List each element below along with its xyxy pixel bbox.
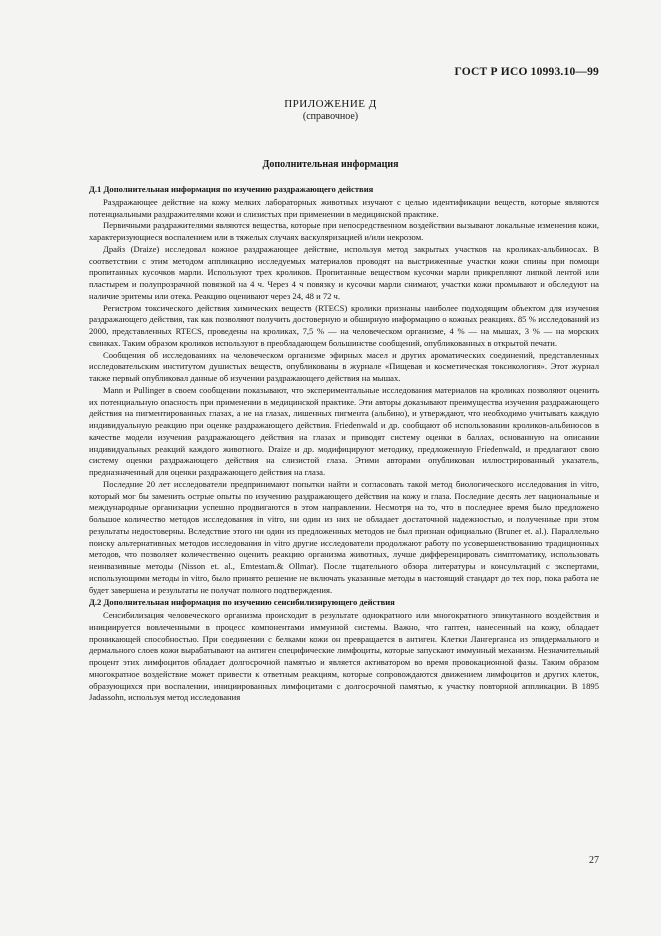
paragraph: Сенсибилизация человеческого организма происходит в результате однократного или многократного эпикутанного воздействия и инициируется вовлеченными в процесс компонентами иммунной системы. Важно, что гаптен, нанесенный на кожу, обладает проникающей способностью. При соединении с белками кожи он превращается в антиген. Клетки Лангерганса из эпидермального и дермального слоев кожи вырабатывают на антиген специфические лимфоциты, которые запускают иммунный механизм. Незначительный процент этих лимфоцитов обладает долгосрочной памятью и является активатором во время провокационной фазы. Таким образом многократное воздействие может привести к ответным реакциям, которые сопровождаются движением лимфоцитов и других клеток, образующихся при воспалении, инициированных лимфоцитами с долгосрочной памятью, к участку повторной аппликации. В 1895 Jadassohn, используя метод исследования <box>89 610 599 703</box>
paragraph: Последние 20 лет исследователи предпринимают попытки найти и согласовать такой метод биологического исследования in vitro, который мог бы заменить острые опыты по изучению раздражающего действия на кожу и глаза. Последние десять лет национальные и международные организации успешно продвигаются в этом направлении. Несмотря на то, что в последнее время было предложено большое количество методов исследования in vitro, ни один из них не обладает достаточной надежностью, и полученные при этом результаты недостоверны. Вследствие этого ни один из предложенных методов не был признан официально (Bruner et. al.). Параллельно поиску альтернативных методов исследования in vitro другие исследователи продолжают работу по усовершенствованию традиционных методов, что позволяет количественно оценить реакцию организма животных, лучше дифференцировать симптоматику, использовать неинвазивные методы (Nisson et. al., Emtestam.& Ollmar). После тщательного обзора литературы и консультаций с экспертами, использующими методы in vitro, было принято решение не включать указанные методы в настоящий стандарт до тех пор, пока работа не будет завершена и результаты не получат полного подтверждения. <box>89 478 599 595</box>
appendix-title: ПРИЛОЖЕНИЕ Д <box>284 98 377 110</box>
section-heading-d2: Д.2 Дополнительная информация по изучению сенсибилизирующего действия <box>89 597 395 608</box>
document-body <box>89 184 599 704</box>
paragraph: Первичными раздражителями являются вещества, которые при непосредственном воздействии вызывают локальные изменения кожи, характеризующиеся воспалением или в тяжелых случаях васкуляризацией и/или некрозом. <box>89 220 599 242</box>
paragraph: Регистром токсического действия химических веществ (RTECS) кролики признаны наиболее подходящим объектом для изучения раздражающего действия, так как позволяют получить достоверную и обширную информацию о кожных реакциях. 85 % исследований из 2000, представленных RTECS, проведены на кроликах, 7,5 % — на человеческом организме, 4 % — на мышах, 3 % — на морских свинках. Таким образом кроликов используют в преобладающем большинстве сообщений, опубликованных в открытой печати. <box>89 302 599 348</box>
paragraph: Сообщения об исследованиях на человеческом организме эфирных масел и других ароматических соединений, представленных исследовательским институтом душистых веществ, опубликованы в журнале «Пищевая и косметическая токсикология». Этот журнал также первый опубликовал данные об изучении раздражающего действия на мышах. <box>89 349 599 383</box>
paragraph: Mann и Pullinger в своем сообщении показывают, что экспериментальные исследования материалов на кроликах позволяют оценить их потенциальную опасность при применении в медицинской практике. Эти авторы доказывают преимущества изучения раздражающего действия на пигментированных глазах, а не на глазах, лишенных пигмента (альбино), и утверждают, что необходимо учитывать каждую индивидуальную реакцию при оценке раздражающего действия. Friedenwald и др. сообщают об использовании кроликов-альбиносов в качестве модели изучения раздражающего действия на глазах и приводят систему оценки в баллах, основанную на описании индивидуальных реакций каждого животного. Draize и др. модифицируют методику, предложенную Friedenwald, и предлагают свою систему оценки раздражающего действия на слизистой глаза. Этими авторами опубликован иллюстрированный указатель, предназначенный для оценки раздражающего действия на глаза. <box>89 384 599 477</box>
standard-number: ГОСТ Р ИСО 10993.10—99 <box>454 66 599 78</box>
appendix-subtitle: (справочное) <box>302 111 359 122</box>
paragraph: Раздражающее действие на кожу мелких лабораторных животных изучают с целью идентификации веществ, которые являются потенциальными раздражителями кожи и слизистых при применении в медицинской практике. <box>89 196 599 219</box>
page-number: 27 <box>589 855 599 866</box>
paragraph: Драйз (Draize) исследовал кожное раздражающее действие, используя метод закрытых участков на кроликах-альбиносах. В соответствии с этим методом аппликацию исследуемых материалов проводят на выстриженные участки кожи спины при помощи пропитанных кусочков марли. Используют трех кроликов. Пропитанные веществом кусочки марли прикрепляют липкой лентой или пластырем и полупрозрачной повязкой на 4 ч. Через 4 ч повязку и кусочки марли снимают, участки кожи промывают и обследуют на наличие эритемы или отека. Реакцию оценивают через 24, 48 и 72 ч. <box>89 243 599 301</box>
section-heading-d1: Д.1 Дополнительная информация по изучению раздражающего действия <box>89 184 374 194</box>
section-title: Дополнительная информация <box>262 159 399 170</box>
